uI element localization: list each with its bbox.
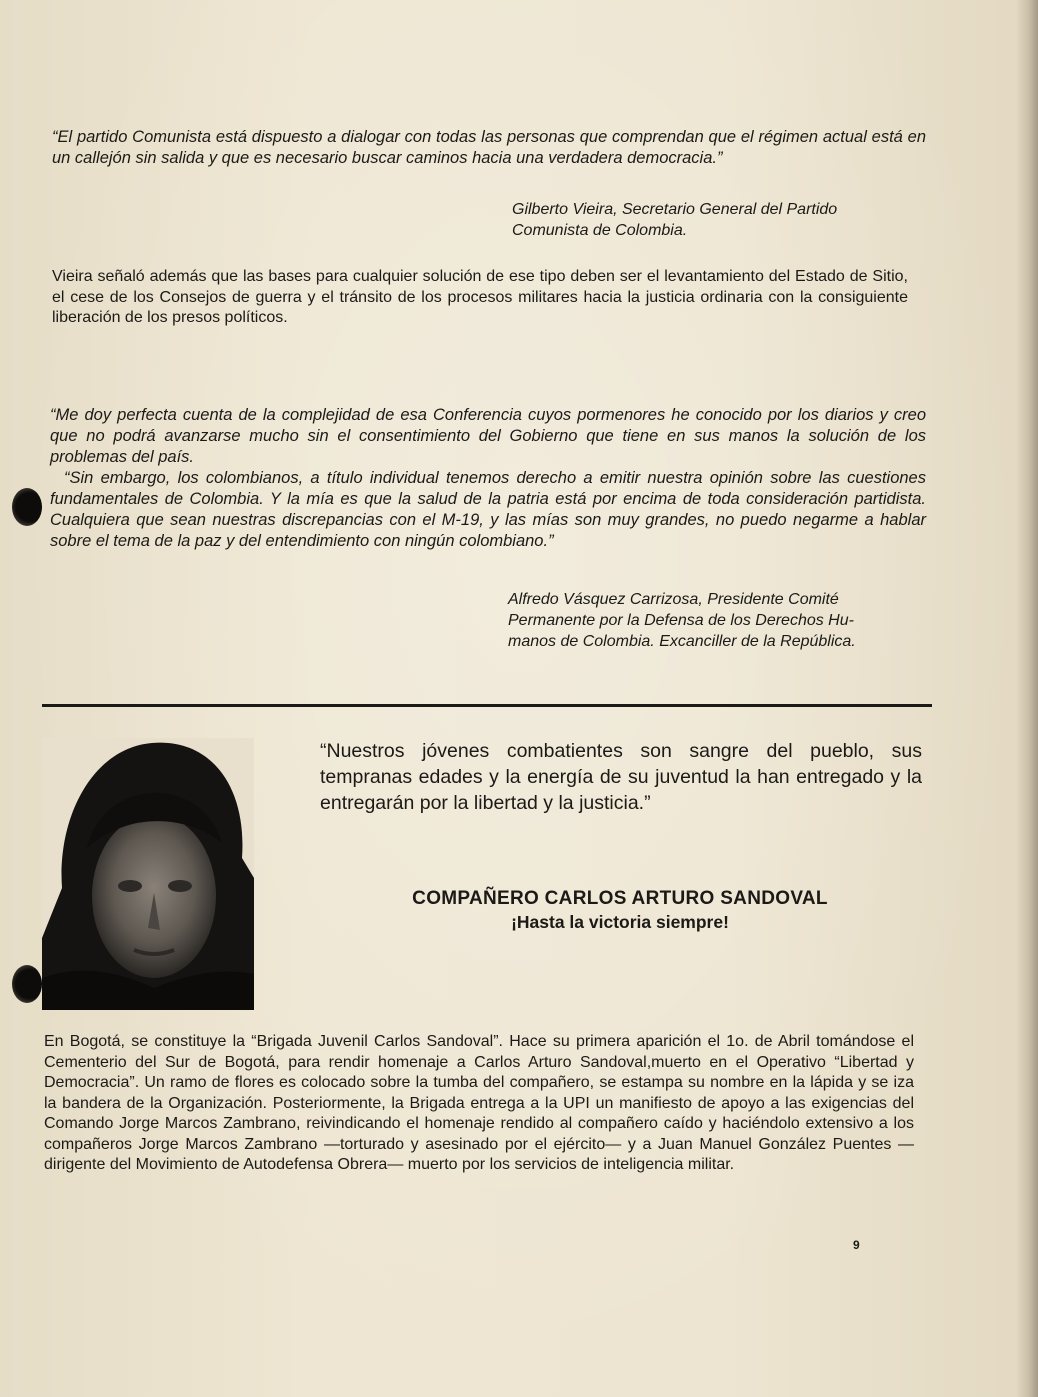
heading-slogan: ¡Hasta la victoria siempre!: [511, 912, 729, 932]
quote-vieira: “El partido Comunista está dispuesto a dialogar con todas las personas que comprendan que el régimen actual está en un callejón sin salida y que es necesario buscar caminos hacia una verdadera democracia.”: [52, 128, 926, 167]
heading-name: COMPAÑERO CARLOS ARTURO SANDOVAL: [412, 888, 828, 909]
quote-vasquez: “Me doy perfecta cuenta de la complejidad de esa Conferencia cuyos pormenores he conocido por los diarios y creo que no podrá avanzarse mucho sin el consentimiento del Gobierno que tiene en sus manos la solución de los problemas del país. “Sin embargo, los colombianos, a título individual tenemos derecho a emitir nuestra opinión sobre las cuestiones fundamentales de Colombia. Y la mía es que la salud de la patria está por encima de toda consideración partidista. Cualquiera que sean nuestras discrepancias con el M-19, y las mías son muy grandes, no puedo negarme a hablar sobre el tema de la paz y del entendimiento con ningún colombiano.”: [50, 406, 926, 550]
paragraph-vieira: Vieira señaló además que las bases para cualquier solución de ese tipo deben ser el levantamiento del Estado de Sitio, el cese de los Consejos de guerra y el tránsito de los procesos militares hacia la justicia ordinaria con la consiguiente liberación de los presos políticos.: [52, 268, 908, 326]
attribution-vieira: Gilberto Vieira, Secretario General del Partido Comunista de Colombia.: [512, 201, 838, 239]
divider-rule: [42, 704, 932, 707]
attribution-vasquez: Alfredo Vásquez Carrizosa, Presidente Comité Permanente por la Defensa de los Derechos Hu- manos de Colombia. Excanciller de la República.: [508, 591, 856, 650]
paragraph-brigada: En Bogotá, se constituye la “Brigada Juvenil Carlos Sandoval”. Hace su primera aparición el 1o. de Abril tomándose el Cementerio del Sur de Bogotá, para rendir homenaje a Carlos Arturo Sandoval,muerto en el Operativo “Libertad y Democracia”. Un ramo de flores es colocado sobre la tumba del compañero, se estampa su nombre en la lápida y se iza la bandera de la Organización. Posteriormente, la Brigada entrega a la UPI un manifiesto de apoyo a las exigencias del Comando Jorge Marcos Zambrano, reivindicando el homenaje rendido al compañero caído y haciéndolo extensivo a los compañeros Jorge Marcos Zambrano —torturado y asesinado por el ejército— y a Juan Manuel González Puentes —dirigente del Movimiento de Autodefensa Obrera— muerto por los servicios de inteligencia militar.: [44, 1033, 914, 1173]
binder-hole-bottom: [12, 965, 42, 1003]
page-number: 9: [853, 1238, 860, 1252]
memorial-heading: [345, 888, 895, 933]
page-edge-shadow: [1016, 0, 1038, 1397]
quote-combatientes: “Nuestros jóvenes combatientes son sangre del pueblo, sus tempranas edades y la energía de su juventud la han entregado y la entregarán por la libertad y la justicia.”: [320, 740, 922, 814]
portrait-photo: [42, 738, 254, 1010]
binder-hole-top: [12, 488, 42, 526]
